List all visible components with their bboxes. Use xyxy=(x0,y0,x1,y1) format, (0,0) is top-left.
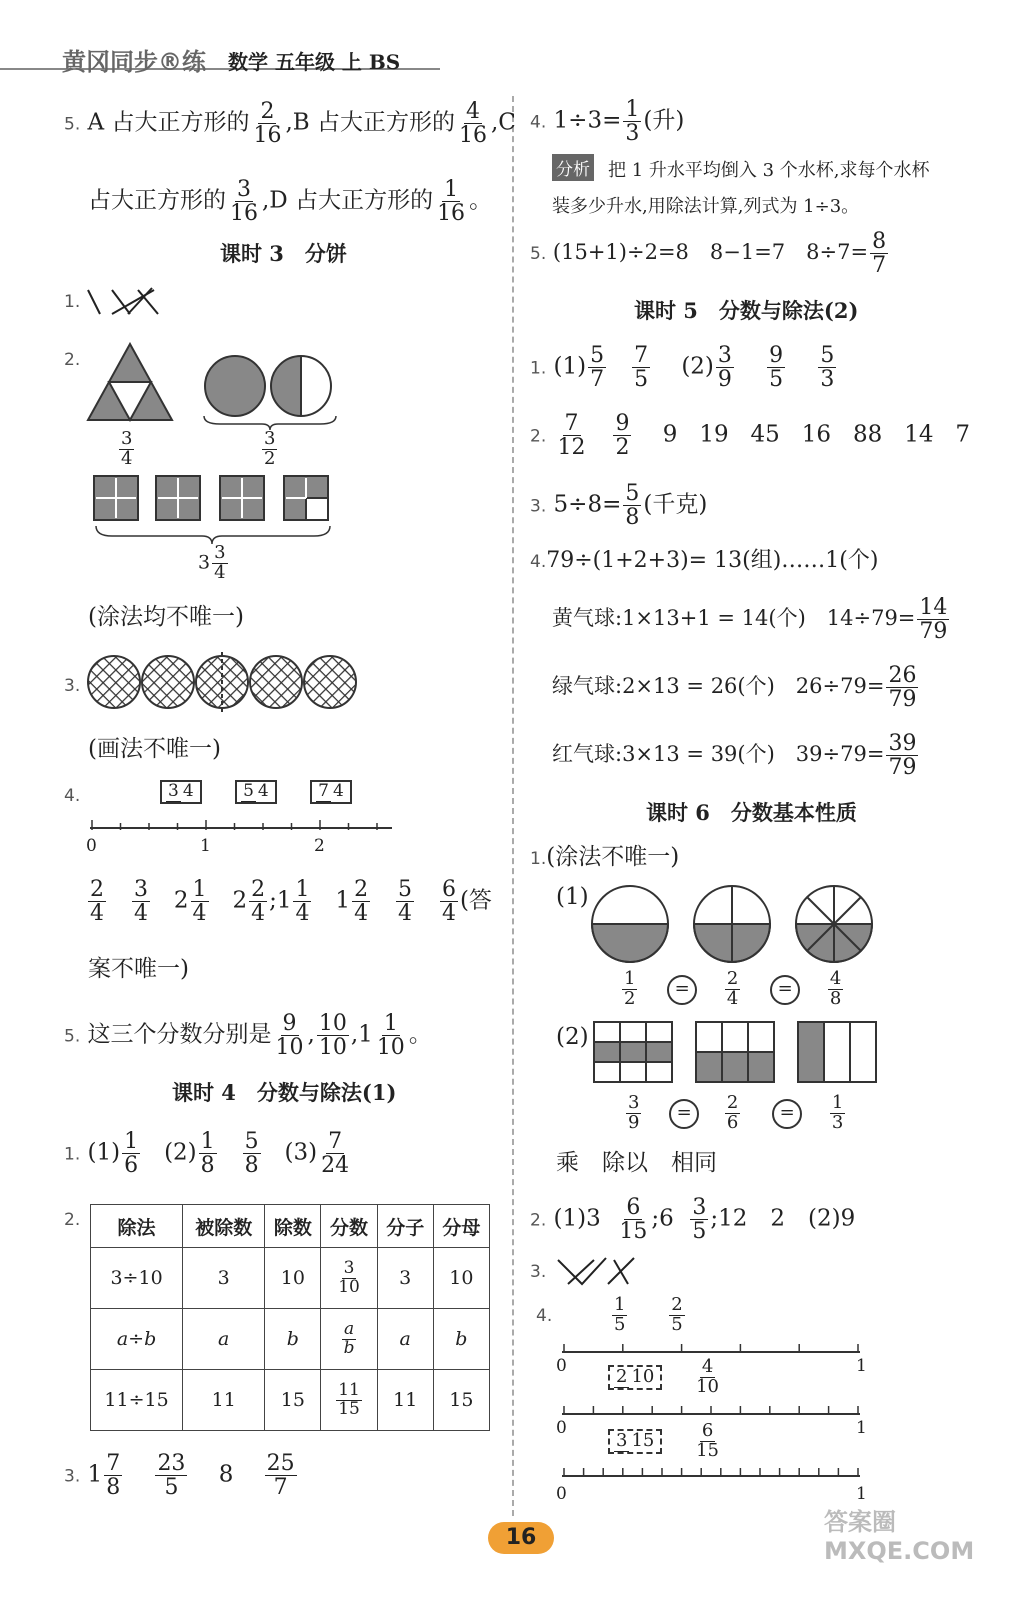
l6-row1-fracs: $\frac{1}{2}$ = $\frac{2}{4}$ = $\frac{4}{8}$ xyxy=(624,968,842,1009)
l5-q2: 2. $\frac{7}{12}$ $\frac{9}{2}$ 9 19 45 16 88 14 7 xyxy=(530,411,971,461)
table-header: 被除数 xyxy=(183,1205,265,1248)
table-cell: 10 xyxy=(433,1248,489,1309)
l6-q2: 2. (1)3 $\frac{6}{15}$ ;6 $\frac{3}{5}$ ;12 2 (2)9 xyxy=(530,1195,856,1245)
lesson6-title: 课时 6 分数基本性质 xyxy=(646,800,857,825)
table-cell: $\frac{a}{b}$ xyxy=(321,1309,377,1370)
l6-q4-one-2: 1 xyxy=(856,1418,867,1438)
l5-green: 绿气球:2×13 = 26(个) 26÷79= $\frac{26}{79}$ xyxy=(552,663,917,713)
table-cell: 15 xyxy=(265,1370,321,1431)
r-q5: 5. (15+1)÷2=8 8−1=7 8÷7= $\frac{8}{7}$ xyxy=(530,229,887,279)
l6-row2-fracs: $\frac{3}{9}$ = $\frac{2}{6}$ = $\frac{1}{3}$ xyxy=(628,1092,844,1133)
table-header: 分数 xyxy=(321,1205,377,1248)
table-cell: 15 xyxy=(433,1370,489,1431)
l3-q4-number-line xyxy=(88,818,394,836)
table-header: 除法 xyxy=(91,1205,183,1248)
l3-q2-num: 2. xyxy=(64,350,81,370)
book-subtitle: 数学 五年级 上 BS xyxy=(228,50,401,74)
analysis-line2: 装多少升水,用除法计算,列式为 1÷3。 xyxy=(552,196,860,217)
header xyxy=(0,38,440,74)
l6-circles xyxy=(588,882,888,966)
l3-q4-tail: 案不唯一) xyxy=(88,956,189,982)
table-cell: 3÷10 xyxy=(91,1248,183,1309)
l3-q2-frac2: $\frac{3}{2}$ xyxy=(264,428,276,469)
analysis-line1: 把 1 升水平均倒入 3 个水杯,求每个水杯 xyxy=(608,160,930,181)
l-q5-line2: 占大正方形的 $\frac{3}{16}$ ,D 占大正方形的 $\frac{1}{16}$ 。 xyxy=(88,177,493,227)
table-header: 分子 xyxy=(377,1205,433,1248)
table-cell: a xyxy=(377,1309,433,1370)
table-cell: a xyxy=(183,1309,265,1370)
l3-q3-num: 3. xyxy=(64,676,81,696)
l6-q1: 1.(涂法不唯一) xyxy=(530,844,680,870)
l3-q2-squares xyxy=(92,474,332,522)
l5-q1: 1. (1) $\frac{5}{7}$ $\frac{7}{5}$ (2) $\frac{3}{9}$ $\frac{9}{5}$ $\frac{5}{3}$ xyxy=(530,343,835,393)
table-cell: 11÷15 xyxy=(91,1370,183,1431)
l6-q4-one-3: 1 xyxy=(856,1484,867,1504)
table-cell: 11 xyxy=(183,1370,265,1431)
l4-q1: 1. (1) $\frac{1}{6}$ (2) $\frac{1}{8}$ $\frac{5}{8}$ (3) $\frac{7}{24}$ xyxy=(64,1129,350,1179)
table-row xyxy=(91,1370,490,1431)
table-header-row xyxy=(91,1205,490,1248)
l-q5-line1: 5. A 占大正方形的 $\frac{2}{16}$ ,B 占大正方形的 $\frac{4}{16}$ ,C xyxy=(64,99,516,149)
l3-q2-frac1: $\frac{3}{4}$ xyxy=(121,428,133,469)
analysis-tag: 分析 xyxy=(552,154,594,181)
l6-q3-match-lines xyxy=(552,1254,642,1290)
table-cell: 10 xyxy=(265,1248,321,1309)
l5-q3: 3. 5÷8= $\frac{5}{8}$ (千克) xyxy=(530,481,708,531)
l3-q3-hatched-circles xyxy=(84,650,364,716)
l5-yellow: 黄气球:1×13+1 = 14(个) 14÷79= $\frac{14}{79}$ xyxy=(552,595,948,645)
table-cell: a÷b xyxy=(91,1309,183,1370)
l5-red: 红气球:3×13 = 39(个) 39÷79= $\frac{39}{79}$ xyxy=(552,731,917,781)
table-row xyxy=(91,1248,490,1309)
watermark: 答案圈 MXQE.COM xyxy=(824,1508,975,1565)
l6-q4-bot-fracs: 3 15 $\frac{6}{15}$ xyxy=(606,1422,723,1461)
l6-q4-top-fracs: $\frac{1}{5}$ $\frac{2}{5}$ xyxy=(614,1294,683,1335)
brand: 黄冈同步®练 xyxy=(62,48,206,76)
column-divider xyxy=(512,96,514,1516)
l3-q2-triangle xyxy=(84,340,176,424)
l6-p2: (2) xyxy=(556,1024,589,1050)
table-header: 分母 xyxy=(433,1205,489,1248)
page-number: 16 xyxy=(488,1522,554,1554)
l3-q2-circles xyxy=(202,352,334,420)
division-table xyxy=(90,1204,490,1431)
l3-q3-note: (画法不唯一) xyxy=(88,736,221,762)
l6-q4-num: 4. xyxy=(536,1306,553,1326)
table-cell: $\frac{3}{10}$ xyxy=(321,1248,377,1309)
l6-q4-zero-1: 0 xyxy=(556,1356,567,1376)
table-cell: 3 xyxy=(377,1248,433,1309)
l3-q4-answers: $\frac{2}{4}$ $\frac{3}{4}$ 2 $\frac{1}{4}$ 2 $\frac{2}{4}$ ;1 $\frac{1}{4}$ 1 $\frac{2}{4}$ $\frac{5}{4}$ $\frac{6}{4}$ (答 xyxy=(90,877,492,927)
table-cell: 3 xyxy=(183,1248,265,1309)
table-cell: b xyxy=(265,1309,321,1370)
lesson3-title: 课时 3 分饼 xyxy=(220,241,347,266)
table-cell: 11 xyxy=(377,1370,433,1431)
lesson4-title: 课时 4 分数与除法(1) xyxy=(172,1080,397,1105)
l4-q3: 3. 1 $\frac{7}{8}$ $\frac{23}{5}$ 8 $\frac{25}{7}$ xyxy=(64,1451,295,1501)
l6-p1: (1) xyxy=(556,884,589,910)
l6-q4-mid-fracs: 2 10 $\frac{4}{10}$ xyxy=(606,1358,723,1397)
l6-q4-zero-2: 0 xyxy=(556,1418,567,1438)
l5-q4: 4.79÷(1+2+3)= 13(组)……1(个) xyxy=(530,548,879,573)
table-row xyxy=(91,1309,490,1370)
table-cell: b xyxy=(433,1309,489,1370)
l3-q1-num: 1. xyxy=(64,292,81,312)
table-cell: $\frac{11}{15}$ xyxy=(321,1370,377,1431)
l4-q2-num: 2. xyxy=(64,1210,81,1230)
l6-q3-num: 3. xyxy=(530,1262,547,1282)
l6-q4-zero-3: 0 xyxy=(556,1484,567,1504)
l3-q2-note: (涂法均不唯一) xyxy=(88,604,244,630)
l6-rectangles xyxy=(592,1020,882,1086)
table-header: 除数 xyxy=(265,1205,321,1248)
lesson5-title: 课时 5 分数与除法(2) xyxy=(634,298,859,323)
l3-q4-num: 4. xyxy=(64,786,81,806)
l6-q4-one-1: 1 xyxy=(856,1356,867,1376)
l6-words: 乘 除以 相同 xyxy=(556,1150,717,1176)
l3-q2-mixed: 3 $\frac{3}{4}$ xyxy=(198,542,226,583)
r-q4: 4. 1÷3= $\frac{1}{3}$ (升) xyxy=(530,97,685,147)
l3-q4-boxed-fractions: 3 4 5 4 7 4 xyxy=(158,780,354,804)
l3-q5: 5. 这三个分数分别是 $\frac{9}{10}$ , $\frac{10}{10}$ ,1 $\frac{1}{10}$ 。 xyxy=(64,1011,432,1061)
l3-q1-match-lines xyxy=(82,284,172,320)
